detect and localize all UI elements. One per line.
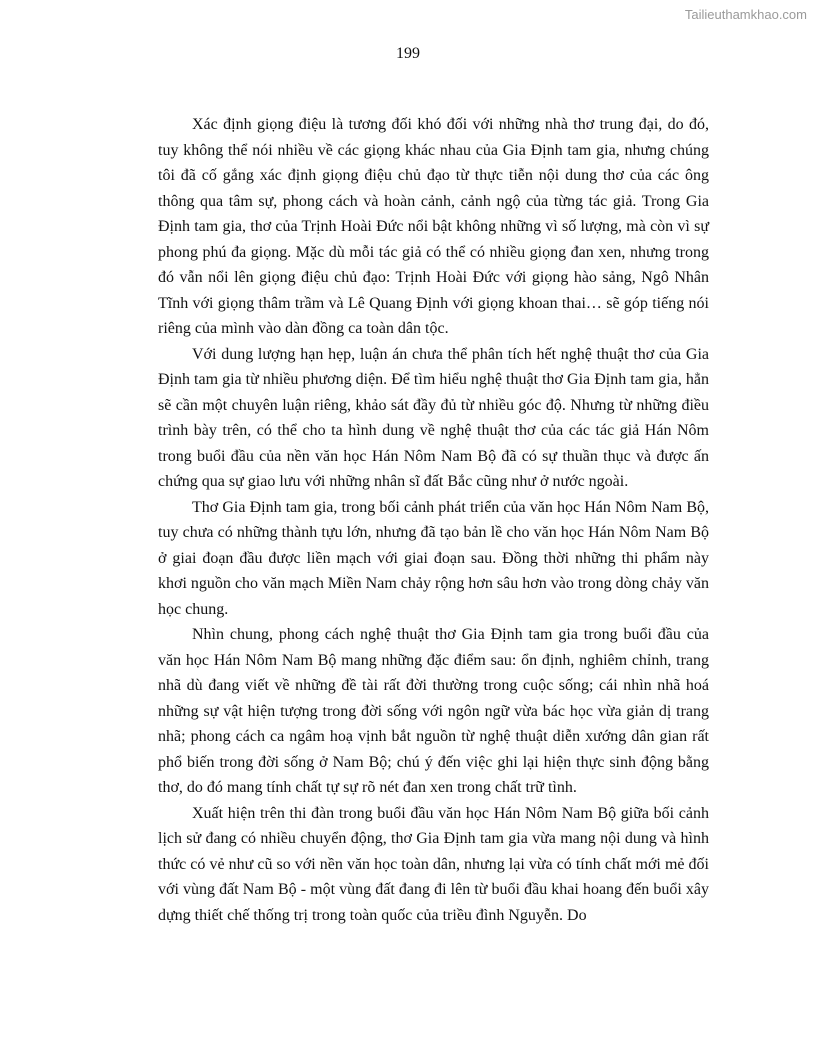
paragraph-3: Thơ Gia Định tam gia, trong bối cảnh phát triển của văn học Hán Nôm Nam Bộ, tuy chưa có những thành tựu lớn, nhưng đã tạo bản lề cho văn học Hán Nôm Nam Bộ ở giai đoạn đầu được liền mạch với giai đoạn sau. Đồng thời những thi phẩm này khơi nguồn cho văn mạch Miền Nam chảy rộng hơn sâu hơn vào trong dòng chảy văn học chung. (158, 498, 709, 618)
document-body (158, 112, 709, 928)
paragraph-4: Nhìn chung, phong cách nghệ thuật thơ Gia Định tam gia trong buổi đầu của văn học Hán Nôm Nam Bộ mang những đặc điểm sau: ổn định, nghiêm chỉnh, trang nhã dù đang viết về những đề tài rất đời thường trong cuộc sống; cái nhìn nhã hoá những sự vật hiện tượng trong đời sống với ngôn ngữ vừa bác học vừa giản dị trang nhã; phong cách ca ngâm hoạ vịnh bắt nguồn từ nghệ thuật diễn xướng dân gian rất phổ biến trong đời sống ở Nam Bộ; chú ý đến việc ghi lại hiện thực sinh động bằng thơ, do đó mang tính chất tự sự rõ nét đan xen trong chất trữ tình. (158, 626, 709, 796)
paragraph-2: Với dung lượng hạn hẹp, luận án chưa thể phân tích hết nghệ thuật thơ của Gia Định tam gia từ nhiều phương diện. Để tìm hiểu nghệ thuật thơ Gia Định tam gia, hẳn sẽ cần một chuyên luận riêng, khảo sát đầy đủ từ nhiều góc độ. Nhưng từ những điều trình bày trên, có thể cho ta hình dung về nghệ thuật thơ của các tác giả Hán Nôm trong buổi đầu của nền văn học Hán Nôm Nam Bộ đã có sự thuần thục và được ấn chứng qua sự giao lưu với những nhân sĩ đất Bắc cũng như ở nước ngoài. (158, 345, 709, 490)
page-number: 199 (396, 45, 420, 62)
paragraph-1: Xác định giọng điệu là tương đối khó đối với những nhà thơ trung đại, do đó, tuy không thể nói nhiều về các giọng khác nhau của Gia Định tam gia, nhưng chúng tôi đã cố gắng xác định giọng điệu chủ đạo từ thực tiễn nội dung thơ của các ông thông qua tâm sự, phong cách và hoàn cảnh, cảnh ngộ của từng tác giả. Trong Gia Định tam gia, thơ của Trịnh Hoài Đức nổi bật không những vì số lượng, mà còn vì sự phong phú đa giọng. Mặc dù mỗi tác giả có thể có nhiều giọng đan xen, nhưng trong đó vẫn nổi lên giọng điệu chủ đạo: Trịnh Hoài Đức với giọng hào sảng, Ngô Nhân Tĩnh với giọng thâm trầm và Lê Quang Định với giọng khoan thai… sẽ góp tiếng nói riêng của mình vào dàn đồng ca toàn dân tộc. (158, 116, 709, 337)
watermark: Tailieuthamkhao.com (684, 7, 807, 22)
paragraph-5: Xuất hiện trên thi đàn trong buổi đầu văn học Hán Nôm Nam Bộ giữa bối cảnh lịch sử đang có nhiều chuyển động, thơ Gia Định tam gia vừa mang nội dung và hình thức có vẻ như cũ so với nền văn học toàn dân, nhưng lại vừa có tính chất mới mẻ đối với vùng đất Nam Bộ - một vùng đất đang đi lên từ buổi đầu khai hoang đến buổi xây dựng thiết chế thống trị trong toàn quốc của triều đình Nguyễn. Do (158, 804, 709, 924)
